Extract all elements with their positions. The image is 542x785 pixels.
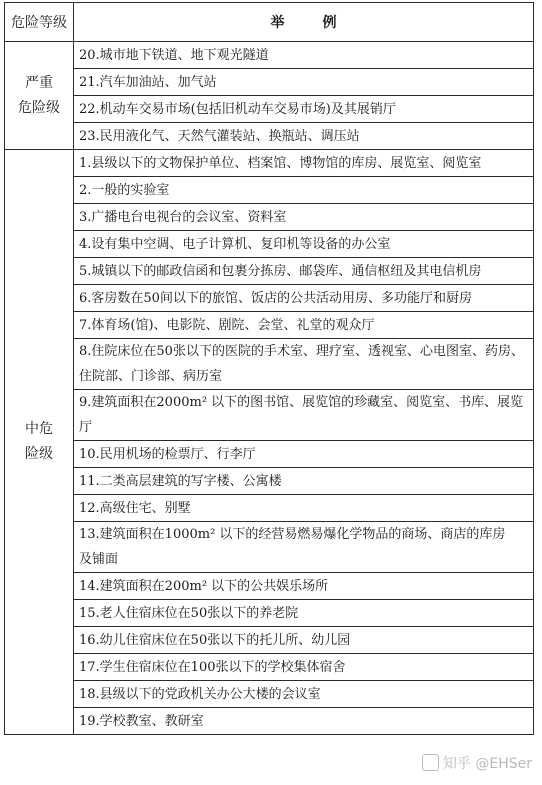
example-text: 11.二类高层建筑的写字楼、公寓楼: [79, 473, 282, 489]
table-row: [5, 285, 534, 312]
watermark: [422, 753, 532, 773]
watermark-text: 知乎 @EHSer: [442, 756, 532, 772]
header-examples-label: 举例: [270, 15, 375, 31]
table-row: [5, 312, 534, 339]
example-text: 12.高级住宅、别墅: [79, 500, 191, 516]
example-text: 2.一般的实验室: [79, 182, 170, 198]
table-body: [5, 42, 534, 735]
example-cell: [74, 627, 534, 654]
table-row: [5, 681, 534, 708]
table-row: [5, 42, 534, 69]
example-cell: [74, 285, 534, 312]
example-cell: [74, 312, 534, 339]
table-row: [5, 468, 534, 495]
table-row: [5, 69, 534, 96]
example-cell: [74, 468, 534, 495]
example-cell: [74, 495, 534, 522]
example-text: 9.建筑面积在2000m² 以下的图书馆、展览馆的珍藏室、阅览室、书库、展览: [79, 395, 524, 410]
hazard-level-cell: [5, 150, 74, 735]
table-row: [5, 441, 534, 468]
hazard-level-label: 险级: [25, 446, 53, 462]
table-row: [5, 627, 534, 654]
example-cell: [74, 522, 534, 573]
example-cell: [74, 123, 534, 150]
example-text: 厅: [79, 420, 93, 435]
table-row: [5, 495, 534, 522]
example-text: 及铺面: [79, 552, 119, 567]
example-text: 5.城镇以下的邮政信函和包裹分拣房、邮袋库、通信枢纽及其电信机房: [79, 263, 482, 279]
example-cell: [74, 681, 534, 708]
example-text: 14.建筑面积在200m² 以下的公共娱乐场所: [79, 578, 329, 594]
example-text: 住院部、门诊部、病历室: [79, 369, 223, 384]
example-cell: [74, 96, 534, 123]
hazard-level-label: 严重: [25, 74, 53, 91]
example-cell: [74, 231, 534, 258]
table-row: [5, 708, 534, 735]
example-cell: [74, 258, 534, 285]
example-text: 1.县级以下的文物保护单位、档案馆、博物馆的库房、展览室、阅览室: [79, 155, 482, 171]
example-text: 18.县级以下的党政机关办公大楼的会议室: [79, 686, 321, 702]
example-text: 19.学校教室、教研室: [79, 713, 204, 729]
example-text: 23.民用液化气、天然气灌装站、换瓶站、调压站: [79, 128, 360, 144]
example-text: 15.老人住宿床位在50张以下的养老院: [79, 605, 299, 621]
table-row: [5, 150, 534, 177]
example-text: 17.学生住宿床位在100张以下的学校集体宿舍: [79, 659, 346, 675]
example-cell: [74, 573, 534, 600]
table-row: [5, 600, 534, 627]
table-header-row: [5, 3, 534, 42]
example-cell: [74, 390, 534, 441]
table-row: [5, 177, 534, 204]
example-text: 6.客房数在50间以下的旅馆、饭店的公共活动用房、多功能厅和厨房: [79, 290, 472, 306]
table-row: [5, 390, 534, 441]
example-text: 21.汽车加油站、加气站: [79, 74, 217, 90]
example-cell: [74, 600, 534, 627]
table-row: [5, 204, 534, 231]
hazard-level-cell: [5, 42, 74, 150]
example-cell: [74, 204, 534, 231]
example-text: 10.民用机场的检票厅、行李厅: [79, 446, 256, 462]
hazard-level-label: 中危: [25, 421, 53, 437]
example-text: 20.城市地下铁道、地下观光隧道: [79, 47, 269, 63]
example-cell: [74, 150, 534, 177]
example-cell: [74, 177, 534, 204]
table-row: [5, 522, 534, 573]
table-row: [5, 654, 534, 681]
example-text: 22.机动车交易市场(包括旧机动车交易市场)及其展销厅: [79, 101, 396, 117]
table-row: [5, 96, 534, 123]
table-row: [5, 573, 534, 600]
example-text: 3.广播电台电视台的会议室、资料室: [79, 209, 287, 225]
header-hazard-level: 危险等级: [5, 3, 74, 42]
table-row: [5, 231, 534, 258]
example-text: 16.幼儿住宿床位在50张以下的托儿所、幼儿园: [79, 632, 351, 648]
header-examples: [74, 3, 534, 42]
hazard-level-label: 危险级: [18, 99, 60, 116]
example-text: 7.体育场(馆)、电影院、剧院、会堂、礼堂的观众厅: [79, 317, 375, 333]
example-text: 4.设有集中空调、电子计算机、复印机等设备的办公室: [79, 236, 391, 252]
example-cell: [74, 339, 534, 390]
example-text: 13.建筑面积在1000m² 以下的经营易燃易爆化学物品的商场、商店的库房: [79, 527, 506, 542]
example-cell: [74, 654, 534, 681]
table-row: [5, 339, 534, 390]
table-row: [5, 123, 534, 150]
example-cell: [74, 708, 534, 735]
example-cell: [74, 441, 534, 468]
example-cell: [74, 69, 534, 96]
document-page: [4, 2, 533, 782]
example-text: 8.住院床位在50张以下的医院的手术室、理疗室、透视室、心电图室、药房、: [79, 344, 524, 359]
example-cell: [74, 42, 534, 69]
zhihu-logo-icon: [422, 754, 439, 771]
table-row: [5, 258, 534, 285]
hazard-level-table: [4, 2, 534, 735]
